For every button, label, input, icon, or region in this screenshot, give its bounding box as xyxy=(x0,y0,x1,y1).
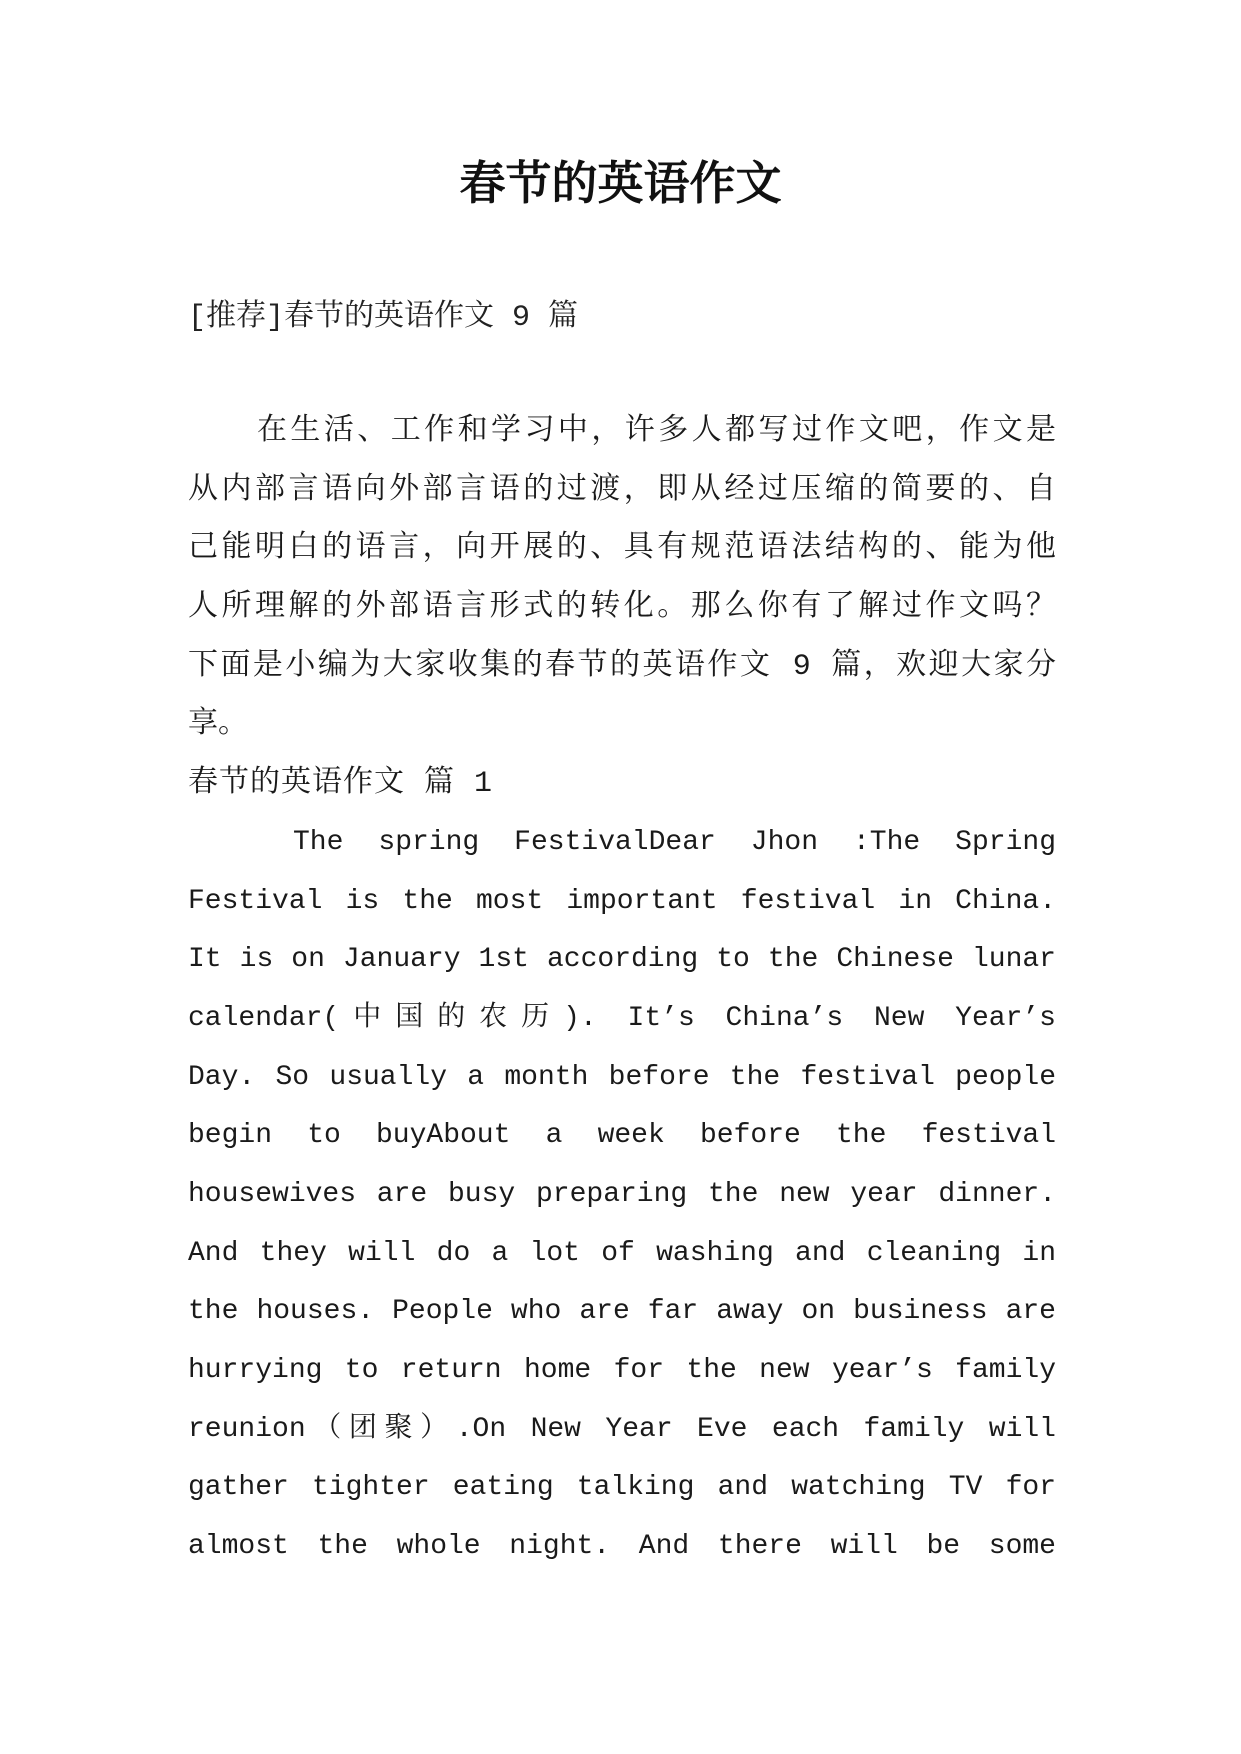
intro-line: 享。 xyxy=(188,708,248,743)
essay-line: Festival is the most important festival in China. xyxy=(188,885,1056,917)
essay-line: It is on January 1st according to the Chinese lunar xyxy=(188,944,1056,976)
essay-line: reunion（团聚）.On New Year Eve each family will xyxy=(188,1413,1056,1445)
intro-line: 己能明白的语言，向开展的、具有规范语法结构的、能为他 xyxy=(188,532,1056,567)
intro-line: 人所理解的外部语言形式的转化。那么你有了解过作文吗？ xyxy=(188,591,1056,626)
section-heading: 春节的英语作文 篇 1 xyxy=(188,767,494,802)
document-title: 春节的英语作文 xyxy=(459,156,782,210)
intro-line: 下面是小编为大家收集的春节的英语作文 9 篇，欢迎大家分 xyxy=(188,649,1056,684)
document-subtitle: [推荐]春节的英语作文 9 篇 xyxy=(188,301,579,335)
essay-line: the houses. People who are far away on business are xyxy=(188,1296,1056,1328)
essay-line: calendar(中国的农历). It’s China’s New Year’s xyxy=(188,1002,1056,1034)
essay-line: housewives are busy preparing the new year dinner. xyxy=(188,1178,1056,1210)
essay-line: almost the whole night. And there will be some xyxy=(188,1531,1056,1563)
essay-line: The spring FestivalDear Jhon :The Spring xyxy=(293,826,1056,858)
essay-line: Day. So usually a month before the festival people xyxy=(188,1061,1056,1093)
essay-line: gather tighter eating talking and watching TV for xyxy=(188,1472,1056,1504)
intro-line: 从内部言语向外部言语的过渡，即从经过压缩的简要的、自 xyxy=(188,473,1056,508)
intro-line: 在生活、工作和学习中，许多人都写过作文吧，作文是 xyxy=(257,415,1056,449)
essay-line: And they will do a lot of washing and cleaning in xyxy=(188,1237,1056,1269)
intro-paragraph xyxy=(188,403,1056,755)
document-body xyxy=(188,403,1056,1577)
essay-paragraph xyxy=(188,814,1056,1577)
essay-line: hurrying to return home for the new year’s family xyxy=(188,1355,1056,1386)
essay-line: begin to buyAbout a week before the festival xyxy=(188,1120,1056,1152)
